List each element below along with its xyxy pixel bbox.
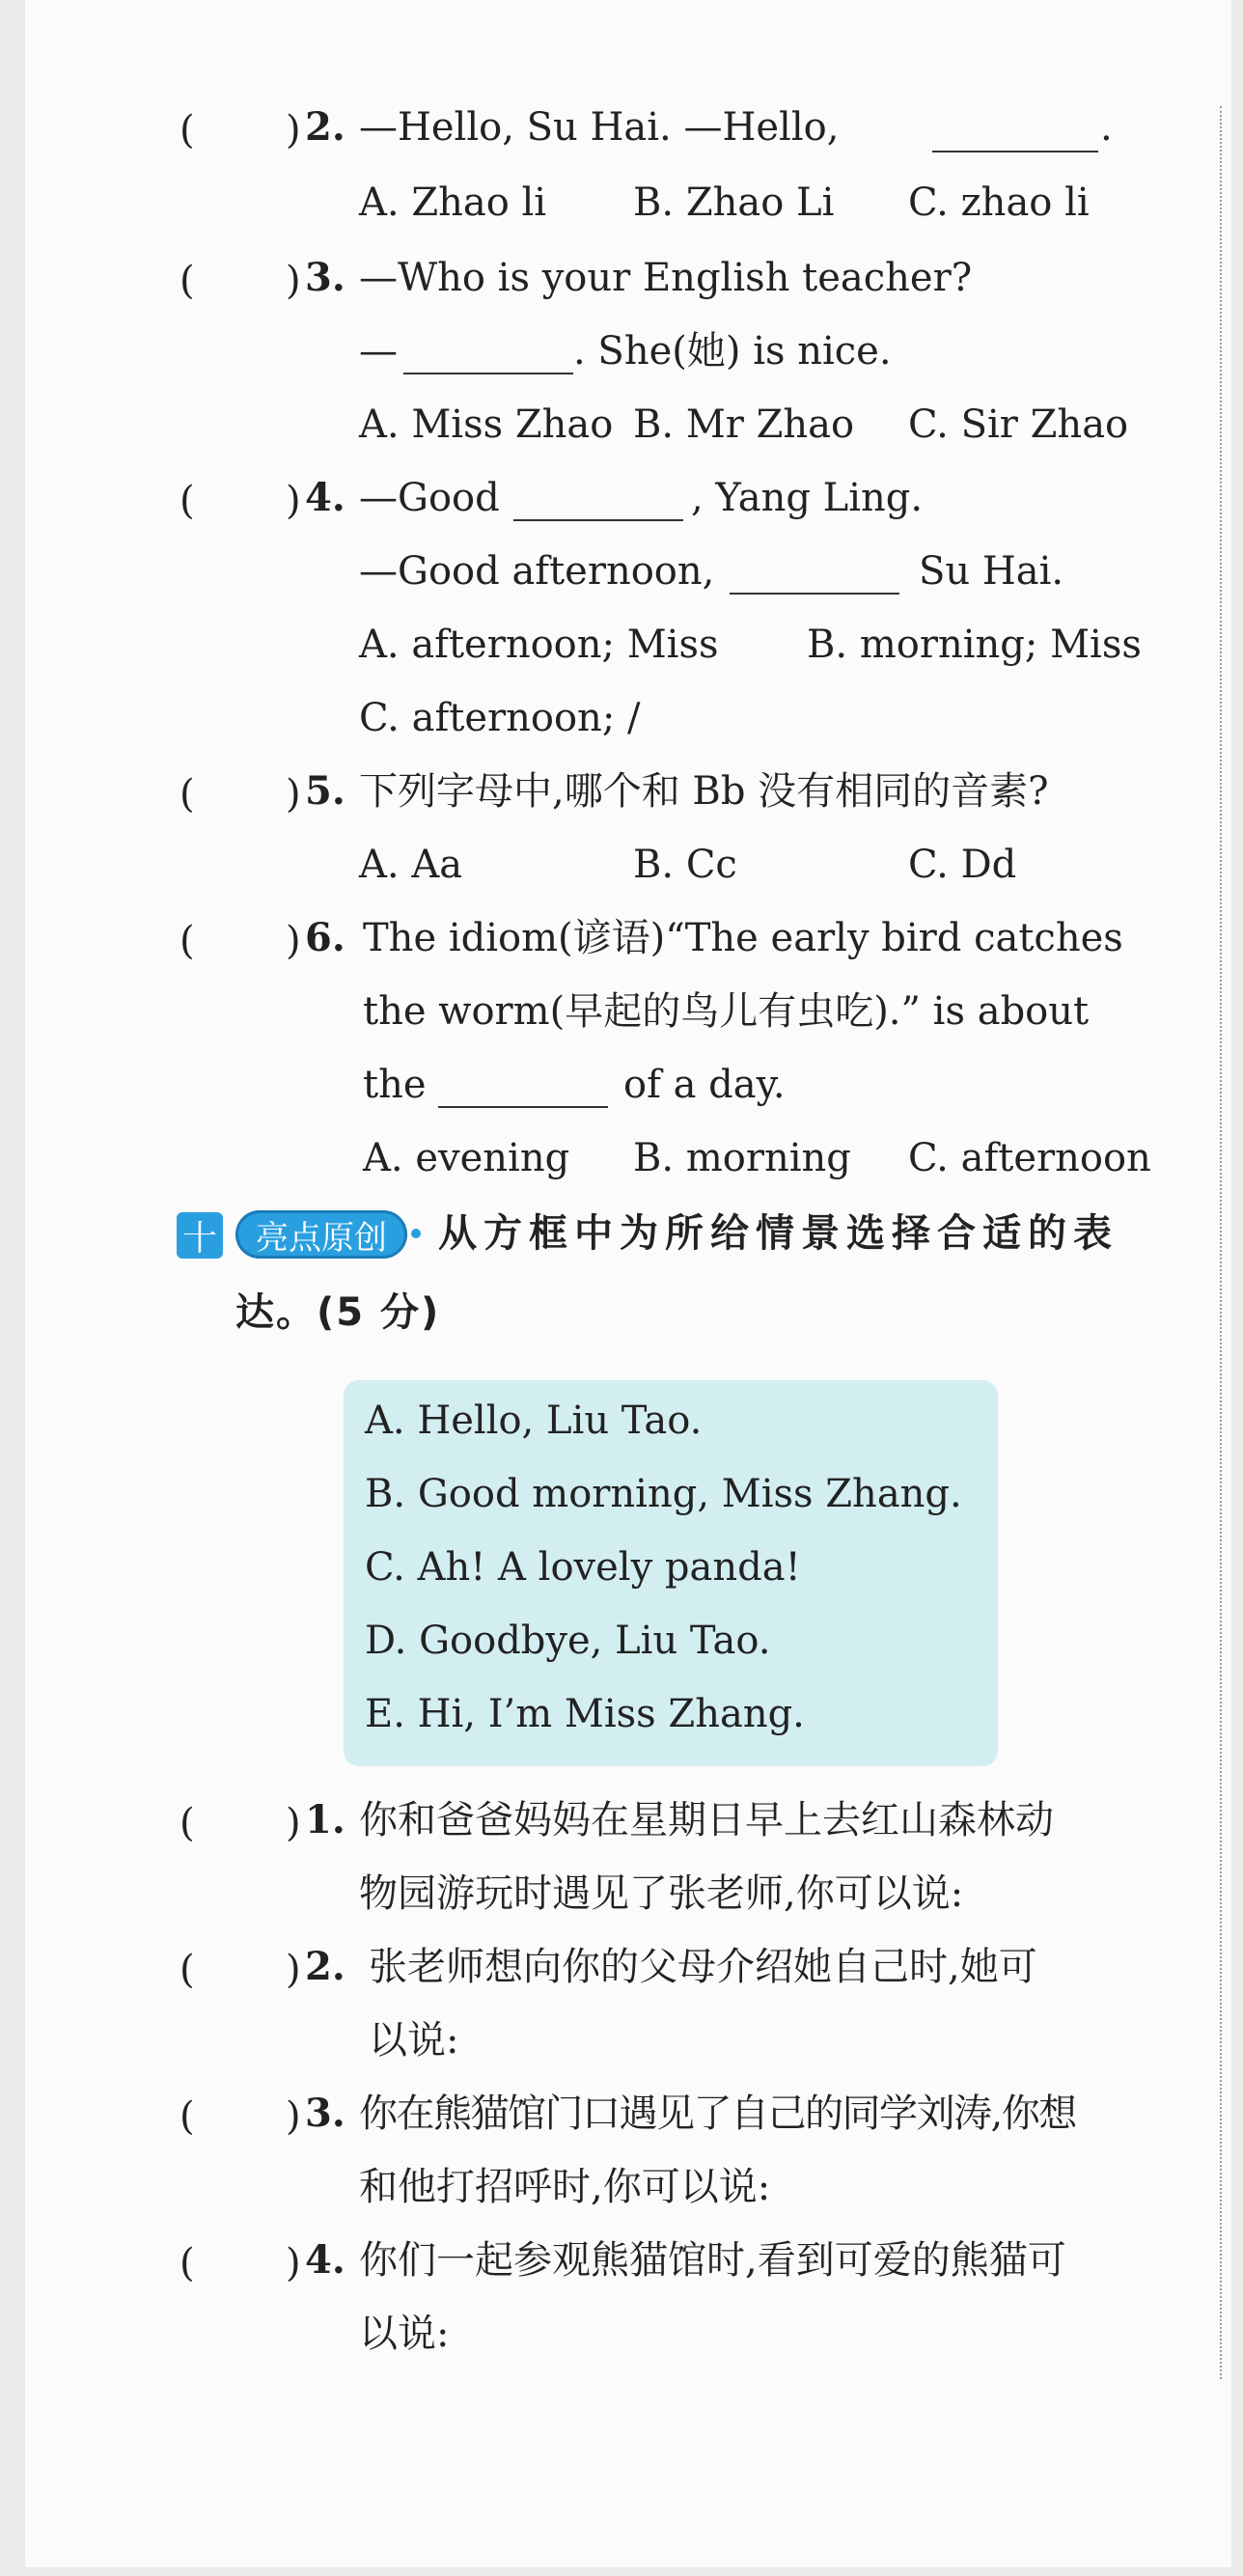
question-text: —Good [359, 476, 500, 520]
question-number: 4. [305, 475, 345, 520]
question-text: 你们一起参观熊猫馆时,看到可爱的熊猫可 [359, 2238, 1066, 2283]
worksheet-page [25, 0, 1231, 2567]
box-option-c: C. Ah! A lovely panda! [365, 1545, 801, 1590]
answer-paren-close: ) [286, 1801, 301, 1845]
question-text: Su Hai. [919, 549, 1064, 594]
answer-blank [438, 1106, 608, 1108]
question-text: the [363, 1063, 427, 1107]
question-text: —Hello, Su Hai. —Hello, [359, 105, 840, 150]
dash: — [359, 329, 398, 374]
period: . [1100, 105, 1113, 150]
tag-dot [411, 1229, 421, 1238]
box-option-a: A. Hello, Liu Tao. [365, 1399, 703, 1443]
option-a: A. Miss Zhao [359, 402, 614, 447]
section-title-cont: 达。(5 分) [235, 1290, 441, 1335]
answer-paren-open: ( [180, 2241, 195, 2285]
box-option-b: B. Good morning, Miss Zhang. [365, 1472, 962, 1516]
question-text: 和他打招呼时,你可以说: [359, 2165, 771, 2209]
question-text: the worm(早起的鸟儿有虫吃).” is about [363, 989, 1090, 1034]
option-c: C. afternoon; / [359, 696, 641, 740]
box-option-e: E. Hi, I’m Miss Zhang. [365, 1692, 805, 1736]
answer-paren-open: ( [180, 108, 195, 152]
answer-blank [730, 593, 899, 595]
question-text: of a day. [623, 1063, 786, 1107]
option-b: B. morning; Miss [807, 623, 1142, 667]
answer-paren-close: ) [286, 919, 301, 963]
question-text: 张老师想向你的父母介绍她自己时,她可 [369, 1945, 1037, 1989]
question-number: 1. [305, 1797, 345, 1842]
option-a: A. afternoon; Miss [359, 623, 719, 667]
question-text: 物园游玩时遇见了张老师,你可以说: [359, 1871, 964, 1916]
option-a: A. Aa [359, 843, 463, 887]
option-b: B. morning [633, 1136, 851, 1180]
question-text: 以说: [359, 2312, 450, 2356]
answer-paren-close: ) [286, 772, 301, 817]
question-number: 3. [305, 2091, 345, 2136]
answer-blank [513, 519, 683, 521]
answer-paren-close: ) [286, 2094, 301, 2139]
answer-paren-open: ( [180, 259, 195, 303]
question-text: —Who is your English teacher? [359, 256, 973, 300]
question-text: 以说: [369, 2018, 459, 2063]
box-option-d: D. Goodbye, Liu Tao. [365, 1619, 771, 1663]
question-text: 你在熊猫馆门口遇见了自己的同学刘涛,你想 [359, 2091, 1076, 2136]
answer-paren-open: ( [180, 479, 195, 523]
option-a: A. evening [363, 1136, 570, 1180]
question-text: —Good afternoon, [359, 549, 715, 594]
question-number: 3. [305, 255, 345, 300]
answer-paren-open: ( [180, 919, 195, 963]
option-b: B. Zhao Li [633, 180, 835, 225]
question-text: 下列字母中,哪个和 Bb 没有相同的音素? [359, 769, 1049, 814]
answer-paren-open: ( [180, 772, 195, 817]
answer-paren-open: ( [180, 1948, 195, 1992]
question-number: 6. [305, 915, 345, 960]
answer-paren-close: ) [286, 1948, 301, 1992]
option-b: B. Mr Zhao [633, 402, 855, 447]
margin-dotted-line [1220, 106, 1222, 2379]
option-b: B. Cc [633, 843, 737, 887]
answer-blank [403, 373, 573, 374]
option-c: C. Dd [908, 843, 1017, 887]
question-number: 5. [305, 768, 345, 814]
answer-paren-close: ) [286, 108, 301, 152]
section-title: 从方框中为所给情景选择合适的表 [438, 1211, 1119, 1256]
answer-paren-close: ) [286, 479, 301, 523]
option-a: A. Zhao li [359, 180, 547, 225]
answer-paren-close: ) [286, 259, 301, 303]
question-number: 2. [305, 104, 345, 150]
question-text: 你和爸爸妈妈在星期日早上去红山森林动 [359, 1798, 1054, 1842]
option-c: C. afternoon [908, 1136, 1151, 1180]
option-c: C. zhao li [908, 180, 1090, 225]
question-text: The idiom(谚语)“The early bird catches [363, 916, 1123, 960]
section-number-badge: 十 [177, 1212, 223, 1259]
highlight-original-tag: 亮点原创 [235, 1210, 407, 1259]
answer-paren-open: ( [180, 2094, 195, 2139]
answer-paren-open: ( [180, 1801, 195, 1845]
question-number: 4. [305, 2237, 345, 2283]
answer-blank [932, 151, 1098, 152]
answer-paren-close: ) [286, 2241, 301, 2285]
question-number: 2. [305, 1944, 345, 1989]
option-c: C. Sir Zhao [908, 402, 1129, 447]
question-text: . She(她) is nice. [573, 329, 892, 374]
question-text: , Yang Ling. [691, 476, 924, 520]
